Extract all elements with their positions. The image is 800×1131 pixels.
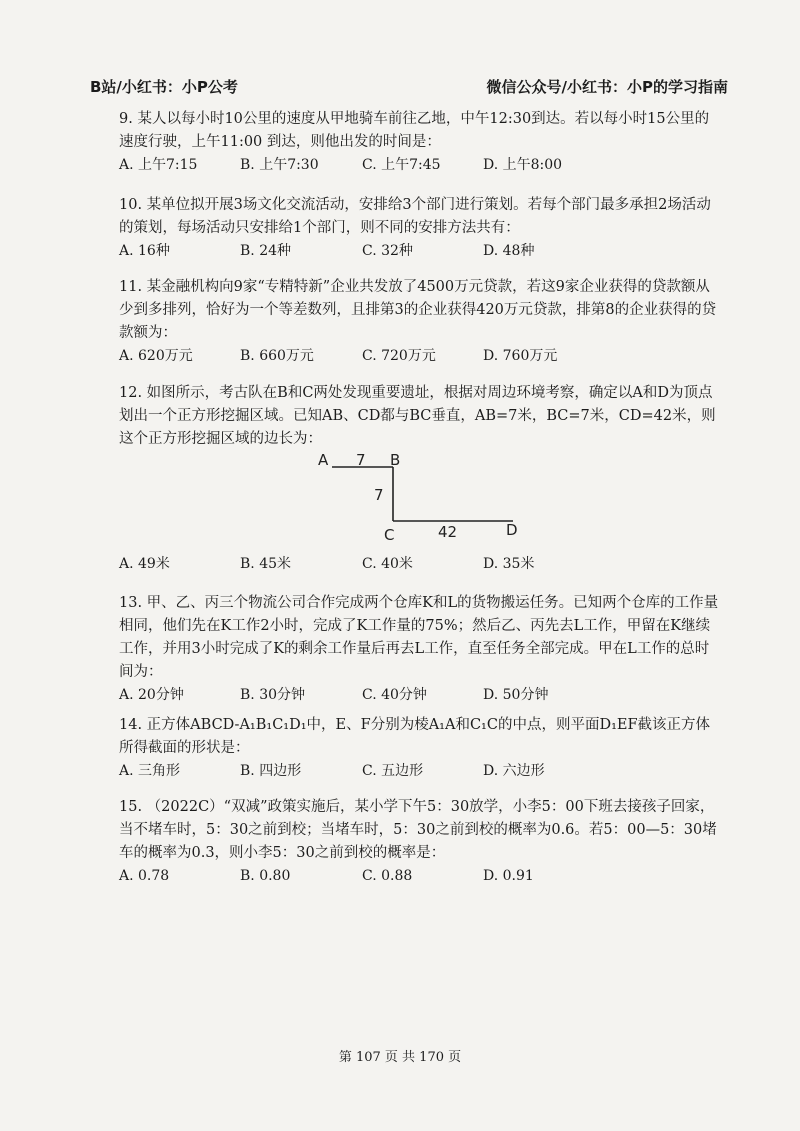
option-b: B. 四边形 (240, 763, 302, 779)
question-15 (119, 796, 719, 887)
page-header (90, 76, 728, 98)
point-a-label: A (318, 451, 329, 469)
option-c: C. 0.88 (362, 868, 413, 884)
options-row (119, 240, 719, 262)
question-11 (119, 276, 719, 367)
question-10 (119, 194, 719, 262)
option-b: B. 45米 (240, 556, 292, 572)
option-c: C. 720万元 (362, 348, 436, 364)
header-left: B站/小红书：小P公考 (90, 78, 238, 96)
option-b: B. 上午7:30 (240, 157, 319, 173)
option-b: B. 0.80 (240, 868, 291, 884)
cd-length-label: 42 (438, 523, 458, 541)
option-a: A. 20分钟 (119, 687, 184, 703)
question-text: 10. 某单位拟开展3场文化交流活动，安排给3个部门进行策划。若每个部门最多承担2场活动的策划，每场活动只安排给1个部门，则不同的安排方法共有： (119, 197, 711, 236)
options-row (119, 684, 719, 706)
question-12 (119, 382, 719, 451)
option-a: A. 0.78 (119, 868, 170, 884)
geometry-figure (310, 445, 550, 555)
question-12-options (119, 553, 719, 575)
option-c: C. 上午7:45 (362, 157, 441, 173)
option-b: B. 30分钟 (240, 687, 306, 703)
page-footer: 第 107 页 共 170 页 (338, 1050, 462, 1065)
bc-length-label: 7 (374, 486, 384, 504)
option-d: D. 六边形 (483, 763, 545, 779)
question-text: 12. 如图所示，考古队在B和C两处发现重要遗址，根据对周边环境考察，确定以A和D为顶点划出一个正方形挖掘区域。已知AB、CD都与BC垂直，AB=7米，BC=7米，CD=42米，则这个正方形挖掘区域的边长为： (119, 385, 716, 447)
question-text: 11. 某金融机构向9家“专精特新”企业共发放了4500万元贷款，若这9家企业获得的贷款额从少到多排列，恰好为一个等差数列，且排第3的企业获得420万元贷款，排第8的企业获得的贷款额为： (119, 279, 717, 341)
option-a: A. 49米 (119, 556, 170, 572)
option-d: D. 35米 (483, 556, 535, 572)
point-b-label: B (390, 451, 401, 469)
question-14 (119, 714, 719, 782)
option-d: D. 48种 (483, 243, 535, 259)
option-b: B. 660万元 (240, 348, 314, 364)
question-13 (119, 592, 719, 706)
option-c: C. 32种 (362, 243, 413, 259)
options-row (119, 865, 719, 887)
point-c-label: C (384, 526, 395, 544)
option-a: A. 三角形 (119, 763, 181, 779)
question-text: 9. 某人以每小时10公里的速度从甲地骑车前往乙地，中午12:30到达。若以每小时15公里的速度行驶，上午11:00 到达，则他出发的时间是： (119, 111, 710, 150)
options-row (119, 345, 719, 367)
question-9 (119, 108, 719, 176)
option-d: D. 0.91 (483, 868, 534, 884)
ab-length-label: 7 (356, 451, 366, 469)
question-text: 15. （2022C）“双减”政策实施后，某小学下午5：30放学，小李5：00下班去接孩子回家，当不堵车时，5：30之前到校；当堵车时，5：30之前到校的概率为0.6。若5：00—5：30堵车的概率为0.3，则小李5：30之前到校的概率是： (119, 799, 717, 861)
option-b: B. 24种 (240, 243, 292, 259)
options-row (119, 760, 719, 782)
point-d-label: D (506, 521, 518, 539)
options-row (119, 553, 719, 575)
question-text: 13. 甲、乙、丙三个物流公司合作完成两个仓库K和L的货物搬运任务。已知两个仓库的工作量相同，他们先在K工作2小时，完成了K工作量的75%；然后乙、丙先去L工作，甲留在K继续工作，并用3小时完成了K的剩余工作量后再去L工作，直至任务全部完成。甲在L工作的总时间为： (119, 595, 719, 680)
option-a: A. 16种 (119, 243, 170, 259)
option-c: C. 五边形 (362, 763, 424, 779)
question-text: 14. 正方体ABCD-A₁B₁C₁D₁中，E、F分别为棱A₁A和C₁C的中点，则平面D₁EF截该正方体所得截面的形状是： (119, 717, 711, 756)
options-row (119, 154, 719, 176)
option-d: D. 50分钟 (483, 687, 549, 703)
option-d: D. 上午8:00 (483, 157, 563, 173)
option-a: A. 上午7:15 (119, 157, 198, 173)
option-c: C. 40分钟 (362, 687, 427, 703)
option-d: D. 760万元 (483, 348, 558, 364)
header-right: 微信公众号/小红书：小P的学习指南 (486, 78, 728, 96)
option-a: A. 620万元 (119, 348, 193, 364)
option-c: C. 40米 (362, 556, 413, 572)
